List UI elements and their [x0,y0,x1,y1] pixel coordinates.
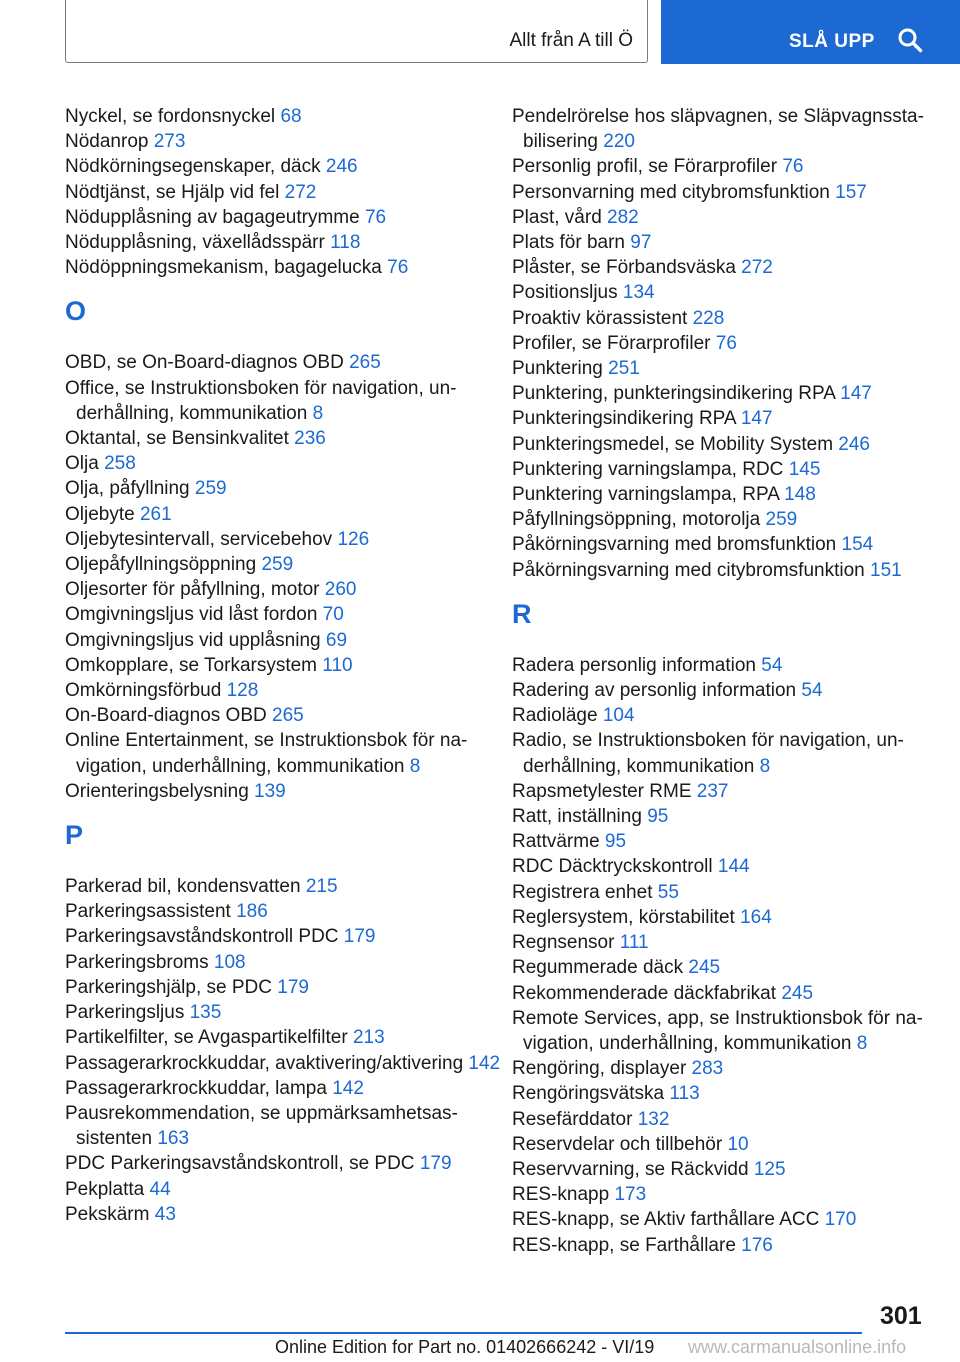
index-page-link[interactable]: 128 [226,680,259,702]
index-entry-text: RDC Däcktryckskontroll [512,856,713,878]
index-entry-text: Radera personlig information [512,654,756,676]
index-entry-text: Ratt, inställning [512,806,642,828]
index-page-link[interactable]: 272 [284,181,317,203]
index-page-link[interactable]: 125 [753,1158,786,1180]
index-entry [65,502,505,527]
index-entry-text: Rattvärme [512,831,600,853]
index-page-link[interactable]: 10 [727,1133,749,1155]
index-page-link[interactable]: 164 [740,906,772,928]
index-entry-text: OBD, se On-Board-diagnos OBD [65,352,344,374]
index-entry-text: Plast, vård [512,206,602,228]
index-page-link[interactable]: 54 [801,680,823,702]
index-entry [65,975,505,1000]
index-entry [65,426,505,451]
tab-all-a-to-z[interactable] [65,0,648,63]
index-entry [65,180,505,205]
index-page-link[interactable]: 44 [149,1178,171,1200]
index-page-link[interactable]: 265 [272,705,304,727]
index-entry [65,577,505,602]
index-page-link[interactable]: 68 [280,106,302,127]
index-page-link[interactable]: 176 [741,1234,773,1256]
index-entry [512,653,952,678]
index-page-link[interactable]: 215 [305,876,338,898]
index-letter-heading: O [65,296,87,327]
index-entry [65,728,505,778]
index-page-link[interactable]: 282 [607,206,639,228]
index-entry-text: RES-knapp, se Aktiv farthållare ACC [512,1209,820,1231]
index-entry-text: Pausrekommendation, se uppmärksamhetsassistenten [65,1102,458,1150]
index-entry [65,129,505,154]
index-page-link[interactable]: 8 [409,755,421,777]
index-entry-text: Nödtjänst, se Hjälp vid fel [65,181,280,203]
index-entry-text: Passagerarkrockkuddar, lampa [65,1077,327,1099]
index-entry [65,678,505,703]
index-column-left [65,104,505,1227]
index-entry [65,255,505,280]
index-entry-text: Punktering varningslampa, RDC [512,458,784,480]
index-entry [512,230,952,255]
index-page-link[interactable]: 213 [352,1027,385,1049]
index-entry-text: Nödöppningsmekanism, bagagelucka [65,257,382,279]
index-entry [512,955,952,980]
index-entry-text: Reservdelar och tillbehör [512,1133,723,1155]
index-entry-text: Punktering [512,358,603,380]
index-entry [512,1157,952,1182]
index-page-link[interactable]: 179 [277,976,309,998]
index-entry [512,432,952,457]
index-entry-text: Regnsensor [512,932,615,954]
index-entry [512,457,952,482]
index-page-link[interactable]: 145 [788,458,821,480]
index-entry [512,728,952,778]
index-entry-text: Nödupplåsning av bagageutrymme [65,206,360,228]
index-page-link[interactable]: 151 [870,559,902,581]
index-entry-text: Omkopplare, se Torkarsystem [65,654,318,676]
index-page-link[interactable]: 157 [835,181,867,203]
index-entry-text: Parkeringsbroms [65,951,209,973]
index-entry [65,653,505,678]
index-page-link[interactable]: 76 [364,206,387,228]
index-entry-text: Radio, se Instruktionsboken för navigation, underhållning, kommunikation [512,730,904,777]
index-entry [512,306,952,331]
index-page-link[interactable]: 104 [602,705,635,727]
index-entry-text: Parkeringsavståndskontroll PDC [65,926,339,948]
index-entry-text: Oktantal, se Bensinkvalitet [65,428,289,450]
footer-divider [65,1332,862,1334]
index-page-link[interactable]: 76 [387,257,409,279]
index-page-link[interactable]: 55 [657,881,679,903]
index-entry-text: Regummerade däck [512,957,684,979]
index-entry [512,180,952,205]
index-entry [65,1177,505,1202]
index-entry [512,507,952,532]
index-entry-text: Reglersystem, körstabilitet [512,906,735,928]
index-entry-text: Parkeringsljus [65,1002,185,1024]
index-page-link[interactable]: 163 [157,1128,190,1150]
search-icon [897,27,923,53]
index-letter-heading: P [65,820,84,851]
index-entry-text: Punkteringsindikering RPA [512,408,736,430]
index-entry-text: Positionsljus [512,282,618,304]
index-page-link[interactable]: 70 [322,604,344,626]
index-entry [512,381,952,406]
index-page-link[interactable]: 246 [838,433,870,455]
index-entry [512,703,952,728]
index-page-link[interactable]: 76 [715,332,737,354]
index-entry [512,1107,952,1132]
index-entry-text: Office, se Instruktionsboken för navigation, underhållning, kommunikation [65,377,457,424]
index-entry [512,1056,952,1081]
index-entry [65,1025,505,1050]
index-page-link[interactable]: 108 [213,951,246,973]
index-entry-text: Omgivningsljus vid upplåsning [65,629,321,651]
index-page-link[interactable]: 113 [669,1083,700,1105]
index-page-link[interactable]: 272 [741,257,773,279]
index-page-link[interactable]: 54 [761,654,783,676]
index-entry-text: Parkeringshjälp, se PDC [65,976,272,998]
index-entry-text: Remote Services, app, se Instruktionsbok för navigation, underhållning, kommunikation [512,1007,923,1054]
index-entry [65,205,505,230]
index-page-link[interactable]: 273 [153,131,186,153]
footer-edition: Online Edition for Part no. 01402666242 - VI/19 [275,1337,655,1357]
index-entry [65,451,505,476]
index-page-link[interactable]: 110 [322,654,353,676]
index-entry-text: Parkerad bil, kondensvatten [65,876,301,898]
index-entry-text: Omkörningsförbud [65,680,222,702]
index-entry [65,230,505,255]
index-entry-text: Olja [65,453,99,475]
index-entry-text: Radering av personlig information [512,680,797,702]
index-entry-text: Orienteringsbelysning [65,780,249,802]
index-entry-text: Påkörningsvarning med bromsfunktion [512,534,837,556]
index-page-link[interactable]: 261 [139,503,172,525]
index-page-link[interactable]: 147 [740,408,773,430]
index-entry-text: Pekplatta [65,1178,145,1200]
index-page-link[interactable]: 220 [603,131,635,153]
page-number: 301 [880,1302,922,1330]
index-page-link[interactable]: 259 [261,554,294,576]
index-entry-text: Nyckel, se fordonsnyckel [65,106,276,127]
index-page-link[interactable]: 8 [312,402,324,424]
index-entry-text: Olja, påfyllning [65,478,190,500]
index-page-link[interactable]: 76 [782,156,804,178]
index-entry [512,930,952,955]
index-entry-text: Parkeringsassistent [65,901,231,923]
index-entry [65,950,505,975]
index-entry [512,482,952,507]
index-entry-text: On-Board-diagnos OBD [65,705,267,727]
index-entry [512,1081,952,1106]
footer-watermark: www.carmanualsonline.info [688,1337,907,1357]
index-page-link[interactable]: 258 [104,453,136,475]
index-entry [512,1207,952,1232]
index-entry-text: Personlig profil, se Förarprofiler [512,156,778,178]
index-entry [65,874,505,899]
index-entry-text: Oljepåfyllningsöppning [65,554,257,576]
index-entry [65,1151,505,1176]
index-entry-text: Omgivningsljus vid låst fordon [65,604,318,626]
index-page-link[interactable]: 170 [824,1209,857,1231]
index-page-link[interactable]: 8 [759,755,771,777]
index-entry [65,628,505,653]
index-page-link[interactable]: 8 [856,1032,868,1054]
index-entry [512,558,952,583]
index-page-link[interactable]: 186 [236,901,268,923]
index-entry [65,350,505,375]
index-entry-text: Plats för barn [512,232,625,254]
index-page-link[interactable]: 69 [325,629,348,651]
index-entry-text: Punktering varningslampa, RPA [512,484,779,506]
index-page-link[interactable]: 43 [154,1203,176,1225]
index-page-link[interactable]: 144 [717,856,750,878]
index-entry [512,280,952,305]
index-page-link[interactable]: 283 [691,1058,724,1080]
index-entry [512,104,952,154]
index-entry [65,1101,505,1151]
index-entry-text: Pendelrörelse hos släpvagnen, se Släpvagnsstabilisering [512,106,924,153]
index-entry-text: Resefärddator [512,1108,633,1130]
index-entry [512,205,952,230]
index-page-link[interactable]: 142 [468,1052,501,1074]
index-entry [65,1000,505,1025]
index-page-link[interactable]: 251 [608,358,640,380]
index-entry [512,779,952,804]
index-page-link[interactable]: 134 [622,282,655,304]
index-page-link[interactable]: 95 [647,806,669,828]
index-entry-text: PDC Parkeringsavståndskontroll, se PDC [65,1153,415,1175]
index-entry [512,356,952,381]
index-entry [512,255,952,280]
index-entry [65,476,505,501]
index-entry-text: Proaktiv körassistent [512,307,688,329]
index-column-right [512,104,952,1258]
index-entry-text: Personvarning med citybromsfunktion [512,181,830,203]
index-entry [512,1006,952,1056]
index-entry [512,331,952,356]
index-page-link[interactable]: 148 [784,484,816,506]
index-page-link[interactable]: 237 [696,780,729,802]
index-entry [512,1132,952,1157]
index-page-link[interactable]: 246 [325,156,358,178]
index-page-link[interactable]: 118 [330,232,361,254]
index-page-link[interactable]: 265 [349,352,381,374]
index-page-link[interactable]: 142 [332,1077,364,1099]
index-entry-text: Rekommenderade däckfabrikat [512,982,777,1004]
index-entry [512,880,952,905]
index-entry-text: Registrera enhet [512,881,653,903]
index-page-link[interactable]: 259 [194,478,227,500]
index-entry-text: Oljebyte [65,503,135,525]
index-page-link[interactable]: 179 [343,926,376,948]
index-entry-text: Punktering, punkteringsindikering RPA [512,383,835,405]
index-entry-text: Rengöringsvätska [512,1083,665,1105]
index-page-link[interactable]: 139 [254,780,286,802]
index-entry [65,899,505,924]
index-entry-text: Online Entertainment, se Instruktionsbok för navigation, underhållning, kommunikation [65,730,468,777]
index-entry-text: Nödkörningsegenskaper, däck [65,156,321,178]
index-entry [65,602,505,627]
index-entry [512,678,952,703]
index-letter-heading: R [512,598,532,629]
index-page-link[interactable]: 135 [189,1002,222,1024]
index-entry-text: Oljebytesintervall, servicebehov [65,528,333,550]
index-entry [512,981,952,1006]
index-entry [512,1233,952,1258]
index-page-link[interactable]: 154 [841,534,874,556]
index-entry [512,154,952,179]
index-page-link[interactable]: 97 [630,232,652,254]
index-entry [512,532,952,557]
index-entry-text: Profiler, se Förarprofiler [512,332,711,354]
index-entry [65,1076,505,1101]
search-tab-label: SLÅ UPP [789,31,875,52]
index-entry-text: Plåster, se Förbandsväska [512,257,736,279]
index-entry [65,779,505,804]
index-entry [65,924,505,949]
index-entry [65,527,505,552]
index-page-link[interactable]: 111 [619,932,649,954]
index-entry-text: Påkörningsvarning med citybromsfunktion [512,559,865,581]
index-page-link[interactable]: 236 [294,428,326,450]
index-page-link[interactable]: 95 [604,831,627,853]
index-entry-text: Partikelfilter, se Avgaspartikelfilter [65,1027,348,1049]
index-page-link[interactable]: 228 [692,307,725,329]
index-entry-text: Radioläge [512,705,598,727]
index-entry [512,406,952,431]
index-entry-text: Pekskärm [65,1203,150,1225]
index-page-link[interactable]: 245 [688,957,721,979]
index-entry-text: Reservvarning, se Räckvidd [512,1158,749,1180]
index-entry-text: Rengöring, displayer [512,1058,687,1080]
index-entry [65,154,505,179]
index-entry-text: RES-knapp [512,1184,610,1206]
index-entry-text: RES-knapp, se Farthållare [512,1234,736,1256]
index-entry-text: Rapsmetylester RME [512,780,692,802]
index-entry [512,1182,952,1207]
index-entry [512,905,952,930]
index-page-link[interactable]: 179 [419,1153,452,1175]
index-page-link[interactable]: 132 [637,1108,670,1130]
index-entry [65,703,505,728]
index-page-link[interactable]: 126 [337,528,370,550]
index-page-link[interactable]: 147 [840,383,872,405]
index-entry-text: Påfyllningsöppning, motorolja [512,509,761,531]
index-entry [65,1051,505,1076]
index-entry [512,804,952,829]
index-entry-text: Punkteringsmedel, se Mobility System [512,433,834,455]
search-tab[interactable] [661,0,960,64]
index-entry-text: Passagerarkrockkuddar, avaktivering/aktivering [65,1052,464,1074]
index-entry [65,552,505,577]
index-entry-text: Nödanrop [65,131,149,153]
index-entry-text: Nödupplåsning, växellådsspärr [65,232,325,254]
index-page-link[interactable]: 260 [324,579,357,601]
index-page-link[interactable]: 245 [781,982,814,1004]
tab-all-a-to-z-label: Allt från A till Ö [509,30,633,51]
index-page-link[interactable]: 173 [614,1184,647,1206]
index-entry [65,1202,505,1227]
index-entry [512,854,952,879]
index-entry [65,104,505,129]
index-entry [65,376,505,426]
index-entry-text: Oljesorter för påfyllning, motor [65,579,320,601]
index-page-link[interactable]: 259 [765,509,798,531]
index-entry [512,829,952,854]
